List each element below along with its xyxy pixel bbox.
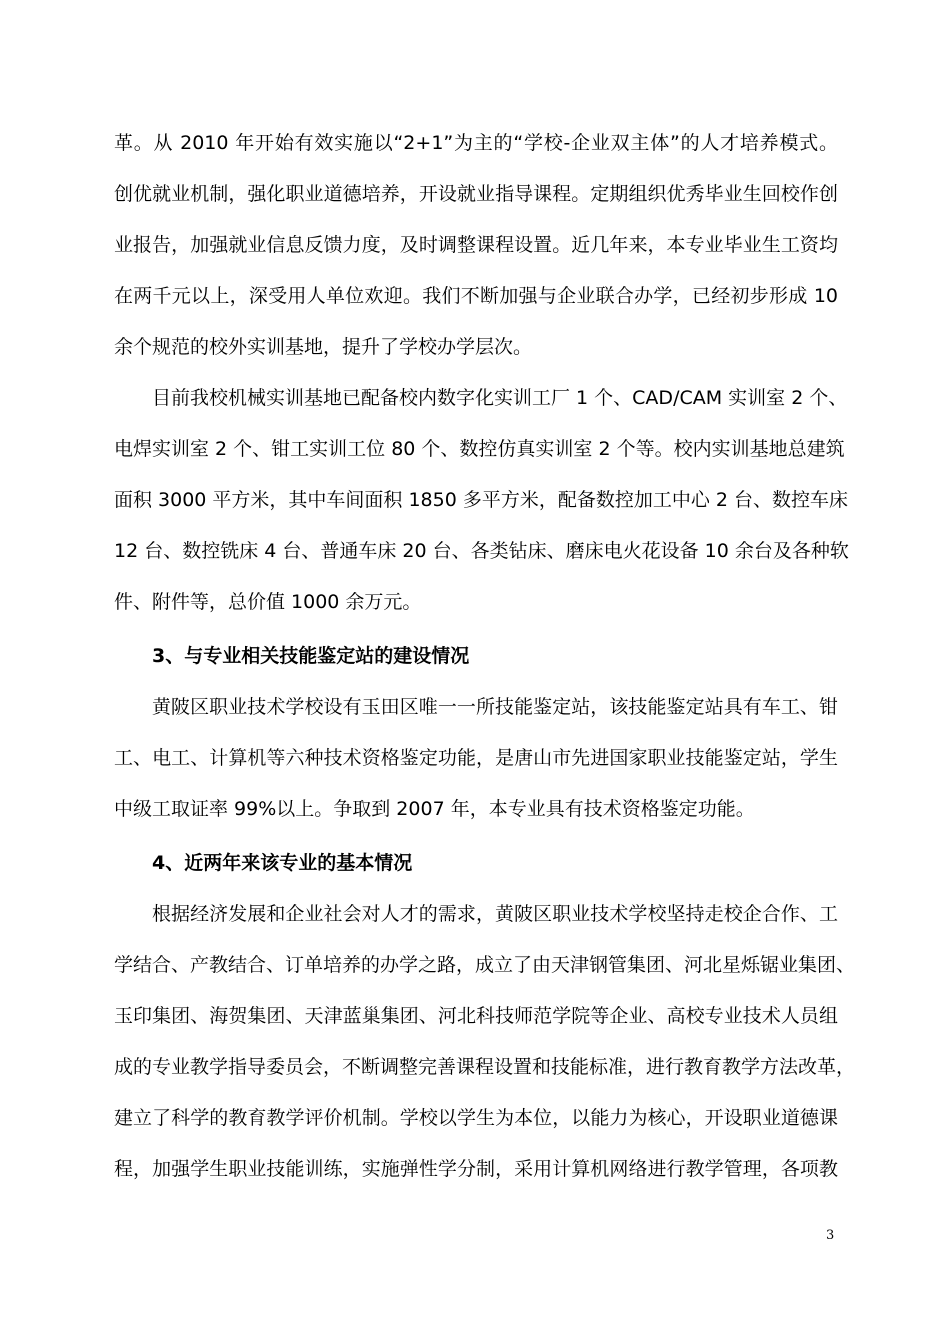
body-line: 成的专业教学指导委员会，不断调整完善课程设置和技能标准，进行教育教学方法改革， xyxy=(114,1056,856,1078)
body-line: 12 台、数控铣床 4 台、普通车床 20 台、各类钻床、磨床电火花设备 10 余台及各种软 xyxy=(114,540,849,562)
body-line: 创优就业机制，强化职业道德培养，开设就业指导课程。定期组织优秀毕业生回校作创 xyxy=(114,183,838,205)
body-line: 在两千元以上，深受用人单位欢迎。我们不断加强与企业联合办学，已经初步形成 10 xyxy=(114,285,838,307)
body-line: 余个规范的校外实训基地，提升了学校办学层次。 xyxy=(114,336,533,358)
body-line: 件、附件等，总价值 1000 余万元。 xyxy=(114,591,422,613)
page-number: 3 xyxy=(826,1228,835,1243)
body-line: 业报告，加强就业信息反馈力度，及时调整课程设置。近几年来，本专业毕业生工资均 xyxy=(114,234,838,256)
body-line: 面积 3000 平方米，其中车间面积 1850 多平方米，配备数控加工中心 2 台、数控车床 xyxy=(114,489,849,511)
body-line: 工、电工、计算机等六种技术资格鉴定功能，是唐山市先进国家职业技能鉴定站，学生 xyxy=(114,747,838,769)
section-heading: 3、与专业相关技能鉴定站的建设情况 xyxy=(152,645,470,667)
body-line: 玉印集团、海贺集团、天津蓝巢集团、河北科技师范学院等企业、高校专业技术人员组 xyxy=(114,1005,838,1027)
body-line: 学结合、产教结合、订单培养的办学之路，成立了由天津钢管集团、河北星烁锯业集团、 xyxy=(114,954,856,976)
body-line: 革。从 2010 年开始有效实施以“2+1”为主的“学校-企业双主体”的人才培养模式。 xyxy=(114,132,838,154)
section-heading: 4、近两年来该专业的基本情况 xyxy=(152,852,413,874)
body-line: 建立了科学的教育教学评价机制。学校以学生为本位，以能力为核心，开设职业道德课 xyxy=(114,1107,838,1129)
paragraph-first-line: 根据经济发展和企业社会对人才的需求，黄陂区职业技术学校坚持走校企合作、工 xyxy=(152,903,838,925)
body-line: 程，加强学生职业技能训练，实施弹性学分制，采用计算机网络进行教学管理，各项教 xyxy=(114,1158,838,1180)
paragraph-first-line: 目前我校机械实训基地已配备校内数字化实训工厂 1 个、CAD/CAM 实训室 2 个、 xyxy=(152,387,848,409)
body-line: 中级工取证率 99%以上。争取到 2007 年，本专业具有技术资格鉴定功能。 xyxy=(114,798,755,820)
paragraph-first-line: 黄陂区职业技术学校设有玉田区唯一一所技能鉴定站，该技能鉴定站具有车工、钳 xyxy=(152,696,838,718)
body-line: 电焊实训室 2 个、钳工实训工位 80 个、数控仿真实训室 2 个等。校内实训基地总建筑 xyxy=(114,438,845,460)
